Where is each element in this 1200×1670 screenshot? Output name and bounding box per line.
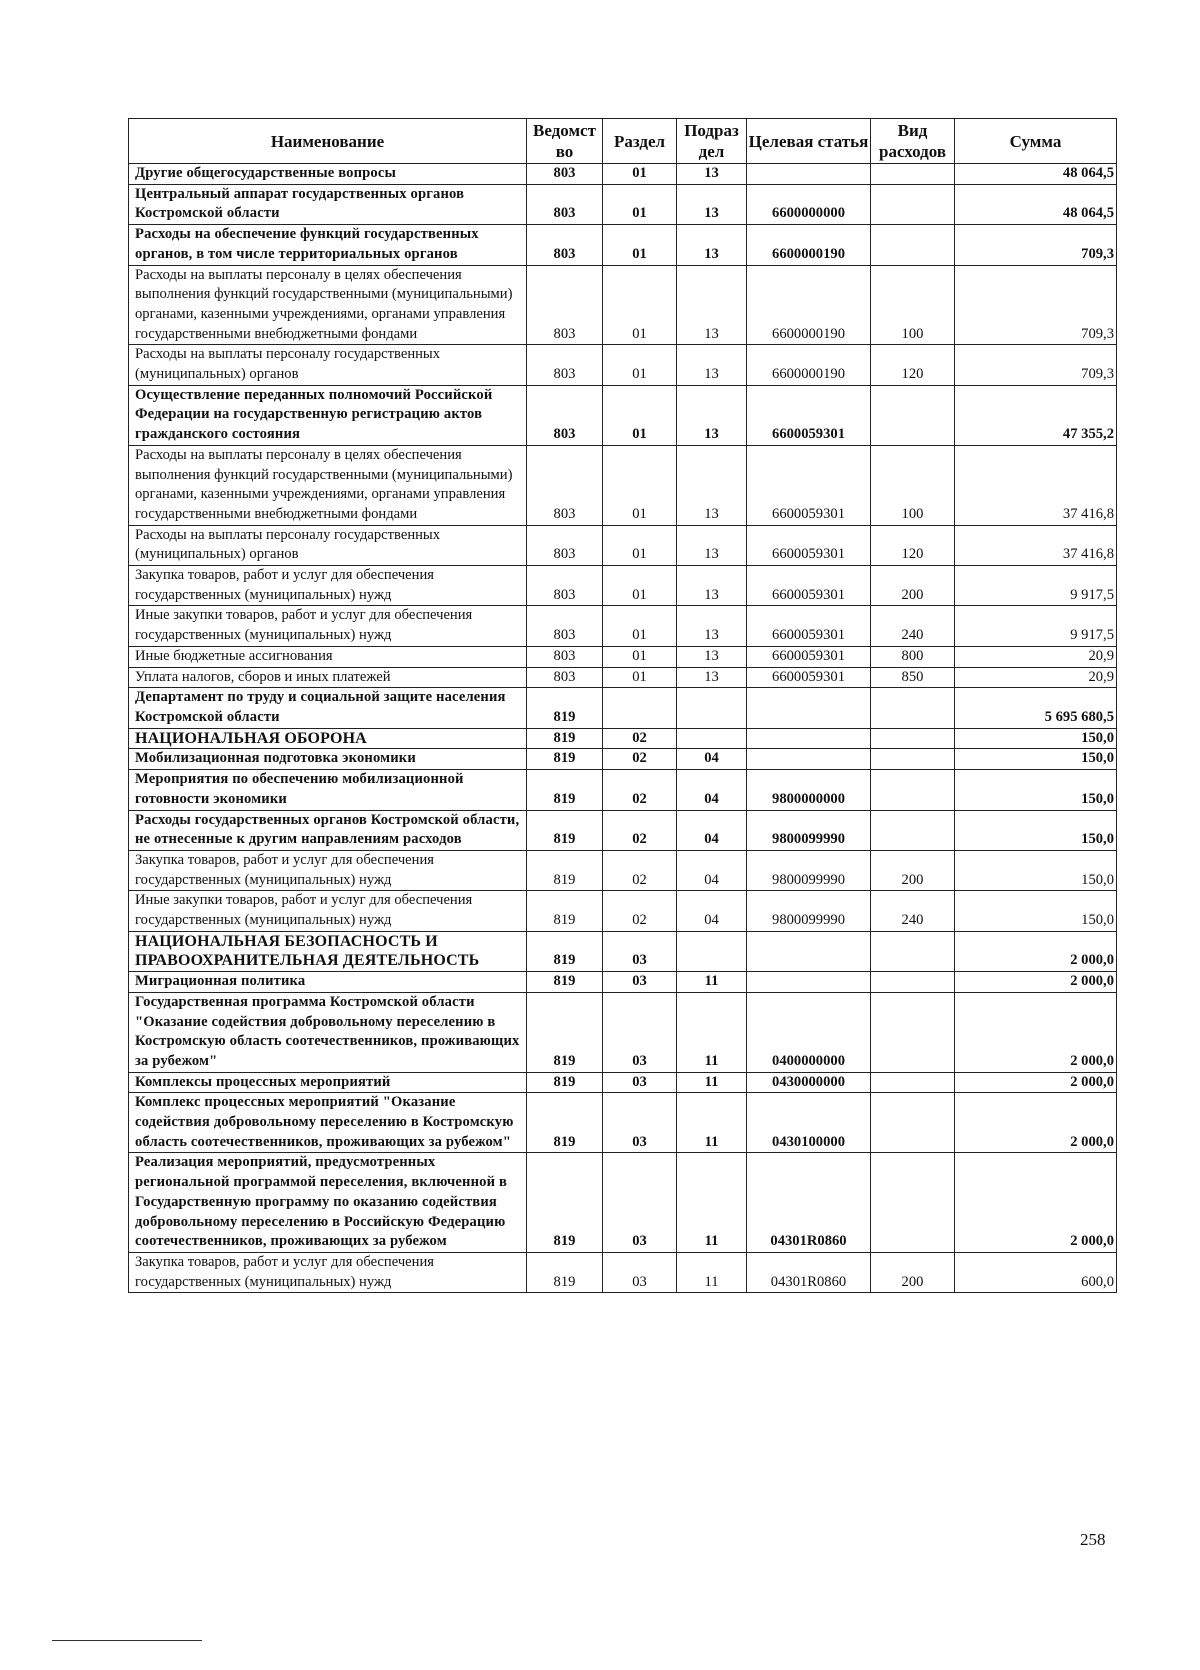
cell-vedomstvo: 819 bbox=[527, 891, 603, 931]
cell-summa: 150,0 bbox=[955, 770, 1117, 810]
cell-podrazdel: 13 bbox=[677, 606, 747, 646]
cell-summa: 150,0 bbox=[955, 749, 1117, 770]
cell-summa: 150,0 bbox=[955, 850, 1117, 890]
cell-vid bbox=[871, 1072, 955, 1093]
cell-vedomstvo: 819 bbox=[527, 1252, 603, 1292]
cell-vedomstvo: 803 bbox=[527, 606, 603, 646]
cell-razdel: 02 bbox=[603, 810, 677, 850]
cell-vid bbox=[871, 749, 955, 770]
cell-podrazdel: 04 bbox=[677, 891, 747, 931]
page-number: 258 bbox=[1080, 1530, 1106, 1549]
cell-celevaya: 6600000190 bbox=[747, 265, 871, 345]
cell-vedomstvo: 819 bbox=[527, 749, 603, 770]
cell-podrazdel: 04 bbox=[677, 770, 747, 810]
cell-vedomstvo: 819 bbox=[527, 1072, 603, 1093]
cell-razdel: 03 bbox=[603, 1252, 677, 1292]
cell-vid bbox=[871, 728, 955, 749]
cell-summa: 2 000,0 bbox=[955, 972, 1117, 993]
header-vid: Вид расходов bbox=[871, 119, 955, 164]
cell-vid bbox=[871, 931, 955, 971]
cell-vid bbox=[871, 225, 955, 265]
cell-vid: 100 bbox=[871, 265, 955, 345]
cell-razdel: 01 bbox=[603, 345, 677, 385]
cell-name: НАЦИОНАЛЬНАЯ ОБОРОНА bbox=[129, 728, 527, 749]
cell-summa: 9 917,5 bbox=[955, 606, 1117, 646]
cell-vedomstvo: 803 bbox=[527, 525, 603, 565]
cell-podrazdel: 13 bbox=[677, 265, 747, 345]
table-row bbox=[129, 646, 1117, 667]
cell-celevaya: 6600000190 bbox=[747, 225, 871, 265]
table-row bbox=[129, 445, 1117, 525]
cell-podrazdel: 13 bbox=[677, 646, 747, 667]
cell-name: Комплекс процессных мероприятий "Оказание содействия добровольному переселению в Костромскую область соотечественников, проживающих за рубежом" bbox=[129, 1093, 527, 1153]
cell-podrazdel bbox=[677, 728, 747, 749]
cell-vedomstvo: 803 bbox=[527, 265, 603, 345]
cell-name: Комплексы процессных мероприятий bbox=[129, 1072, 527, 1093]
cell-vid: 200 bbox=[871, 1252, 955, 1292]
cell-summa: 48 064,5 bbox=[955, 184, 1117, 224]
cell-vedomstvo: 819 bbox=[527, 728, 603, 749]
cell-vedomstvo: 819 bbox=[527, 992, 603, 1072]
cell-vedomstvo: 819 bbox=[527, 810, 603, 850]
cell-celevaya: 6600059301 bbox=[747, 445, 871, 525]
cell-podrazdel bbox=[677, 688, 747, 728]
table-row bbox=[129, 992, 1117, 1072]
cell-razdel: 02 bbox=[603, 728, 677, 749]
cell-podrazdel: 13 bbox=[677, 345, 747, 385]
cell-podrazdel bbox=[677, 931, 747, 971]
cell-celevaya: 9800099990 bbox=[747, 810, 871, 850]
table-row bbox=[129, 850, 1117, 890]
table-row bbox=[129, 265, 1117, 345]
cell-podrazdel: 04 bbox=[677, 749, 747, 770]
cell-razdel: 03 bbox=[603, 931, 677, 971]
cell-summa: 2 000,0 bbox=[955, 1093, 1117, 1153]
table-row bbox=[129, 164, 1117, 185]
cell-name: Осуществление переданных полномочий Российской Федерации на государственную регистрацию актов гражданского состояния bbox=[129, 385, 527, 445]
table-row bbox=[129, 345, 1117, 385]
cell-name: Мероприятия по обеспечению мобилизационной готовности экономики bbox=[129, 770, 527, 810]
cell-vid bbox=[871, 1153, 955, 1253]
cell-celevaya: 6600059301 bbox=[747, 606, 871, 646]
cell-razdel: 01 bbox=[603, 184, 677, 224]
cell-celevaya: 0430100000 bbox=[747, 1093, 871, 1153]
cell-razdel: 01 bbox=[603, 164, 677, 185]
cell-celevaya: 9800099990 bbox=[747, 891, 871, 931]
cell-razdel: 03 bbox=[603, 1093, 677, 1153]
cell-summa: 150,0 bbox=[955, 810, 1117, 850]
cell-name: Уплата налогов, сборов и иных платежей bbox=[129, 667, 527, 688]
cell-name: Закупка товаров, работ и услуг для обеспечения государственных (муниципальных) нужд bbox=[129, 566, 527, 606]
cell-vid bbox=[871, 164, 955, 185]
cell-summa: 48 064,5 bbox=[955, 164, 1117, 185]
cell-summa: 47 355,2 bbox=[955, 385, 1117, 445]
cell-podrazdel: 13 bbox=[677, 566, 747, 606]
header-razdel: Раздел bbox=[603, 119, 677, 164]
cell-podrazdel: 13 bbox=[677, 445, 747, 525]
cell-podrazdel: 13 bbox=[677, 184, 747, 224]
cell-podrazdel: 11 bbox=[677, 992, 747, 1072]
cell-summa: 9 917,5 bbox=[955, 566, 1117, 606]
table-header-row bbox=[129, 119, 1117, 164]
table-row bbox=[129, 525, 1117, 565]
table-row bbox=[129, 931, 1117, 971]
cell-name: Государственная программа Костромской области "Оказание содействия добровольному переселению в Костромскую область соотечественников, проживающих за рубежом" bbox=[129, 992, 527, 1072]
cell-celevaya: 9800000000 bbox=[747, 770, 871, 810]
cell-podrazdel: 11 bbox=[677, 1153, 747, 1253]
cell-razdel: 01 bbox=[603, 606, 677, 646]
cell-celevaya: 6600059301 bbox=[747, 646, 871, 667]
cell-podrazdel: 11 bbox=[677, 1072, 747, 1093]
cell-vid: 240 bbox=[871, 891, 955, 931]
cell-vedomstvo: 803 bbox=[527, 184, 603, 224]
cell-name: Расходы на выплаты персоналу государственных (муниципальных) органов bbox=[129, 525, 527, 565]
table-row bbox=[129, 225, 1117, 265]
cell-name: Центральный аппарат государственных органов Костромской области bbox=[129, 184, 527, 224]
cell-vid: 200 bbox=[871, 850, 955, 890]
cell-vedomstvo: 819 bbox=[527, 770, 603, 810]
cell-podrazdel: 13 bbox=[677, 164, 747, 185]
cell-vid bbox=[871, 770, 955, 810]
cell-podrazdel: 13 bbox=[677, 225, 747, 265]
cell-podrazdel: 11 bbox=[677, 972, 747, 993]
cell-razdel: 02 bbox=[603, 850, 677, 890]
cell-vedomstvo: 803 bbox=[527, 345, 603, 385]
cell-vedomstvo: 819 bbox=[527, 931, 603, 971]
cell-summa: 2 000,0 bbox=[955, 1153, 1117, 1253]
cell-vid bbox=[871, 385, 955, 445]
cell-name: Реализация мероприятий, предусмотренных региональной программой переселения, включенной в Государственную программу по оказанию содействия добровольному переселению в Российскую Федерацию соотечественников, проживающих за рубежом bbox=[129, 1153, 527, 1253]
header-vedomstvo: Ведомст во bbox=[527, 119, 603, 164]
cell-razdel: 02 bbox=[603, 770, 677, 810]
cell-vedomstvo: 803 bbox=[527, 667, 603, 688]
cell-razdel: 01 bbox=[603, 667, 677, 688]
cell-celevaya: 6600000190 bbox=[747, 345, 871, 385]
cell-name: Мобилизационная подготовка экономики bbox=[129, 749, 527, 770]
cell-vedomstvo: 819 bbox=[527, 850, 603, 890]
cell-celevaya: 0400000000 bbox=[747, 992, 871, 1072]
table-row bbox=[129, 749, 1117, 770]
cell-vedomstvo: 819 bbox=[527, 972, 603, 993]
cell-vid bbox=[871, 810, 955, 850]
cell-podrazdel: 04 bbox=[677, 810, 747, 850]
cell-vedomstvo: 803 bbox=[527, 164, 603, 185]
cell-name: Расходы государственных органов Костромской области, не отнесенные к другим направлениям расходов bbox=[129, 810, 527, 850]
cell-summa: 709,3 bbox=[955, 345, 1117, 385]
cell-celevaya: 6600000000 bbox=[747, 184, 871, 224]
cell-celevaya: 6600059301 bbox=[747, 525, 871, 565]
cell-name: Расходы на выплаты персоналу в целях обеспечения выполнения функций государственными (муниципальными) органами, казенными учреждениями, органами управления государственными внебюджетными фондами bbox=[129, 265, 527, 345]
cell-vedomstvo: 819 bbox=[527, 1153, 603, 1253]
cell-vid bbox=[871, 184, 955, 224]
table-row bbox=[129, 810, 1117, 850]
cell-celevaya bbox=[747, 688, 871, 728]
cell-celevaya bbox=[747, 749, 871, 770]
cell-summa: 5 695 680,5 bbox=[955, 688, 1117, 728]
cell-summa: 2 000,0 bbox=[955, 1072, 1117, 1093]
cell-celevaya bbox=[747, 728, 871, 749]
cell-name: Департамент по труду и социальной защите населения Костромской области bbox=[129, 688, 527, 728]
cell-vid: 800 bbox=[871, 646, 955, 667]
cell-vid: 240 bbox=[871, 606, 955, 646]
cell-name: Иные бюджетные ассигнования bbox=[129, 646, 527, 667]
cell-summa: 37 416,8 bbox=[955, 445, 1117, 525]
header-podrazdel: Подраз дел bbox=[677, 119, 747, 164]
cell-name: Закупка товаров, работ и услуг для обеспечения государственных (муниципальных) нужд bbox=[129, 850, 527, 890]
cell-podrazdel: 04 bbox=[677, 850, 747, 890]
cell-name: Закупка товаров, работ и услуг для обеспечения государственных (муниципальных) нужд bbox=[129, 1252, 527, 1292]
table-row bbox=[129, 728, 1117, 749]
cell-podrazdel: 11 bbox=[677, 1093, 747, 1153]
table-body bbox=[129, 164, 1117, 1293]
cell-celevaya bbox=[747, 164, 871, 185]
cell-name: Иные закупки товаров, работ и услуг для обеспечения государственных (муниципальных) нужд bbox=[129, 891, 527, 931]
cell-razdel: 03 bbox=[603, 1153, 677, 1253]
table-row bbox=[129, 891, 1117, 931]
table-row bbox=[129, 972, 1117, 993]
table-row bbox=[129, 606, 1117, 646]
cell-name: Расходы на выплаты персоналу в целях обеспечения выполнения функций государственными (муниципальными) органами, казенными учреждениями, органами управления государственными внебюджетными фондами bbox=[129, 445, 527, 525]
cell-celevaya bbox=[747, 931, 871, 971]
cell-vedomstvo: 819 bbox=[527, 1093, 603, 1153]
cell-vid: 200 bbox=[871, 566, 955, 606]
cell-vid: 120 bbox=[871, 525, 955, 565]
cell-podrazdel: 13 bbox=[677, 385, 747, 445]
cell-vid: 850 bbox=[871, 667, 955, 688]
footnote-divider bbox=[52, 1640, 202, 1641]
cell-celevaya: 04301R0860 bbox=[747, 1252, 871, 1292]
cell-razdel bbox=[603, 688, 677, 728]
cell-vedomstvo: 803 bbox=[527, 646, 603, 667]
cell-celevaya bbox=[747, 972, 871, 993]
cell-vid bbox=[871, 688, 955, 728]
cell-podrazdel: 13 bbox=[677, 525, 747, 565]
table-row bbox=[129, 1252, 1117, 1292]
table-row bbox=[129, 1093, 1117, 1153]
cell-razdel: 01 bbox=[603, 525, 677, 565]
cell-razdel: 03 bbox=[603, 1072, 677, 1093]
cell-razdel: 03 bbox=[603, 972, 677, 993]
cell-celevaya: 9800099990 bbox=[747, 850, 871, 890]
cell-razdel: 01 bbox=[603, 646, 677, 667]
cell-vid bbox=[871, 972, 955, 993]
cell-summa: 2 000,0 bbox=[955, 931, 1117, 971]
cell-summa: 709,3 bbox=[955, 225, 1117, 265]
cell-razdel: 03 bbox=[603, 992, 677, 1072]
cell-razdel: 02 bbox=[603, 749, 677, 770]
table-row bbox=[129, 770, 1117, 810]
table-row bbox=[129, 1072, 1117, 1093]
cell-summa: 150,0 bbox=[955, 728, 1117, 749]
table-row bbox=[129, 385, 1117, 445]
cell-name: Расходы на выплаты персоналу государственных (муниципальных) органов bbox=[129, 345, 527, 385]
cell-celevaya: 6600059301 bbox=[747, 566, 871, 606]
cell-vedomstvo: 803 bbox=[527, 385, 603, 445]
cell-razdel: 01 bbox=[603, 445, 677, 525]
table-row bbox=[129, 566, 1117, 606]
cell-name: Иные закупки товаров, работ и услуг для обеспечения государственных (муниципальных) нужд bbox=[129, 606, 527, 646]
cell-summa: 709,3 bbox=[955, 265, 1117, 345]
cell-summa: 20,9 bbox=[955, 667, 1117, 688]
cell-celevaya: 6600059301 bbox=[747, 385, 871, 445]
header-celevaya: Целевая статья bbox=[747, 119, 871, 164]
cell-podrazdel: 11 bbox=[677, 1252, 747, 1292]
cell-vedomstvo: 819 bbox=[527, 688, 603, 728]
cell-razdel: 01 bbox=[603, 566, 677, 606]
cell-razdel: 01 bbox=[603, 385, 677, 445]
header-summa: Сумма bbox=[955, 119, 1117, 164]
table-row bbox=[129, 667, 1117, 688]
cell-vedomstvo: 803 bbox=[527, 566, 603, 606]
cell-celevaya: 0430000000 bbox=[747, 1072, 871, 1093]
cell-summa: 2 000,0 bbox=[955, 992, 1117, 1072]
cell-name: Расходы на обеспечение функций государственных органов, в том числе территориальных органов bbox=[129, 225, 527, 265]
cell-razdel: 02 bbox=[603, 891, 677, 931]
cell-vid bbox=[871, 1093, 955, 1153]
cell-podrazdel: 13 bbox=[677, 667, 747, 688]
cell-razdel: 01 bbox=[603, 225, 677, 265]
table-row bbox=[129, 1153, 1117, 1253]
cell-vedomstvo: 803 bbox=[527, 445, 603, 525]
cell-name: Миграционная политика bbox=[129, 972, 527, 993]
cell-razdel: 01 bbox=[603, 265, 677, 345]
cell-name: НАЦИОНАЛЬНАЯ БЕЗОПАСНОСТЬ И ПРАВООХРАНИТЕЛЬНАЯ ДЕЯТЕЛЬНОСТЬ bbox=[129, 931, 527, 971]
cell-summa: 600,0 bbox=[955, 1252, 1117, 1292]
header-name: Наименование bbox=[129, 119, 527, 164]
table-row bbox=[129, 688, 1117, 728]
cell-celevaya: 6600059301 bbox=[747, 667, 871, 688]
budget-table bbox=[128, 118, 1117, 1293]
cell-summa: 150,0 bbox=[955, 891, 1117, 931]
cell-vid: 120 bbox=[871, 345, 955, 385]
cell-vid bbox=[871, 992, 955, 1072]
cell-summa: 20,9 bbox=[955, 646, 1117, 667]
cell-vedomstvo: 803 bbox=[527, 225, 603, 265]
cell-celevaya: 04301R0860 bbox=[747, 1153, 871, 1253]
cell-name: Другие общегосударственные вопросы bbox=[129, 164, 527, 185]
cell-vid: 100 bbox=[871, 445, 955, 525]
cell-summa: 37 416,8 bbox=[955, 525, 1117, 565]
table-row bbox=[129, 184, 1117, 224]
